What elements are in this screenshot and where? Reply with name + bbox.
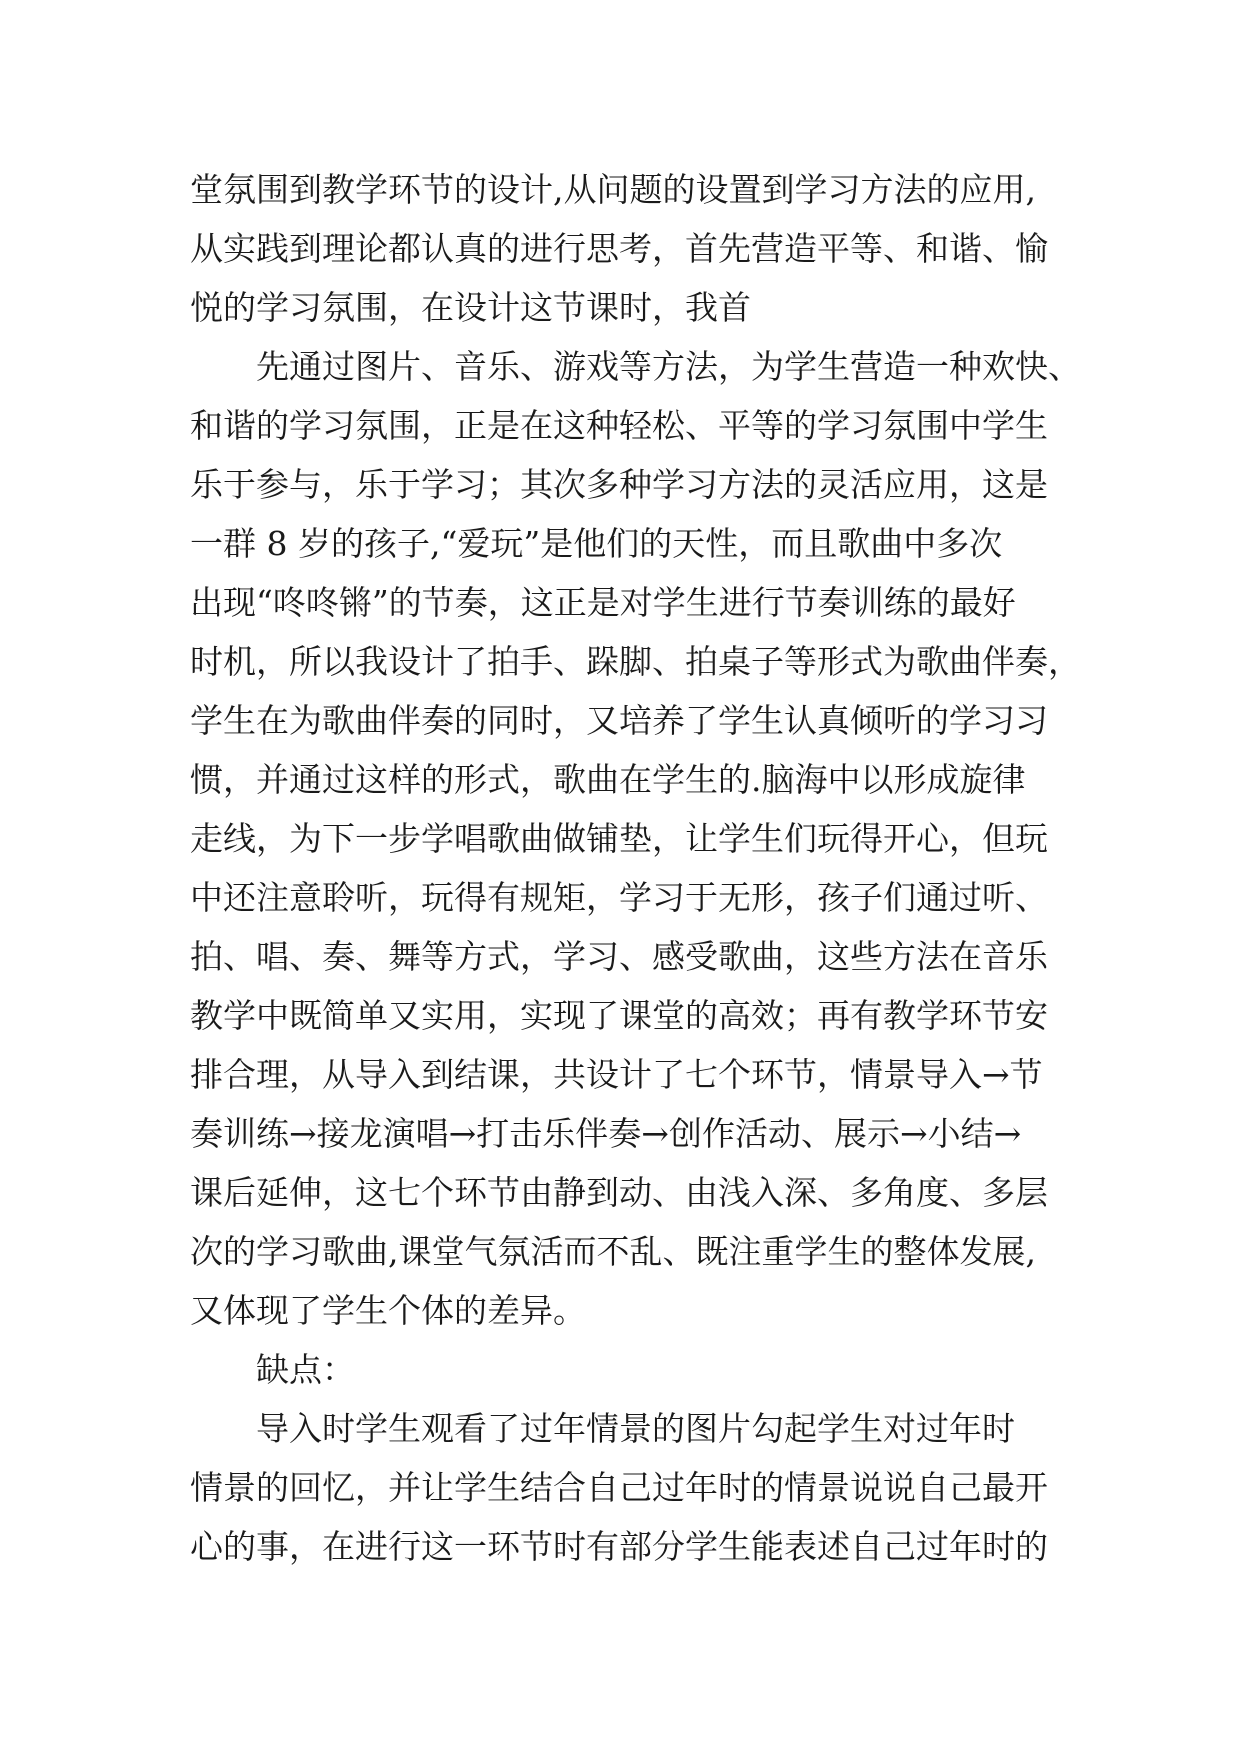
text-line: 和谐的学习氛围，正是在这种轻松、平等的学习氛围中学生 bbox=[190, 406, 1048, 445]
text-line: 又体现了学生个体的差异。 bbox=[190, 1291, 586, 1330]
text-line: 出现“咚咚锵”的节奏，这正是对学生进行节奏训练的最好 bbox=[190, 583, 1016, 622]
text-line: 时机，所以我设计了拍手、跺脚、拍桌子等形式为歌曲伴奏， bbox=[190, 642, 1081, 681]
text-line: 走线，为下一步学唱歌曲做铺垫，让学生们玩得开心，但玩 bbox=[190, 819, 1048, 858]
text-line: 从实践到理论都认真的进行思考，首先营造平等、和谐、愉 bbox=[190, 229, 1048, 268]
text-line: 乐于参与，乐于学习；其次多种学习方法的灵活应用，这是 bbox=[190, 465, 1048, 504]
body-text bbox=[190, 160, 1081, 1576]
paragraph-start-line: 先通过图片、音乐、游戏等方法，为学生营造一种欢快、 bbox=[256, 347, 1081, 386]
text-line: 一群 8 岁的孩子,“爱玩”是他们的天性，而且歌曲中多次 bbox=[190, 524, 1003, 563]
text-line: 心的事，在进行这一环节时有部分学生能表述自己过年时的 bbox=[190, 1527, 1048, 1566]
text-line: 次的学习歌曲,课堂气氛活而不乱、既注重学生的整体发展, bbox=[190, 1232, 1036, 1271]
text-line: 教学中既简单又实用，实现了课堂的高效；再有教学环节安 bbox=[190, 996, 1048, 1035]
text-line: 悦的学习氛围，在设计这节课时，我首 bbox=[190, 288, 751, 327]
text-line: 课后延伸，这七个环节由静到动、由浅入深、多角度、多层 bbox=[190, 1173, 1048, 1212]
paragraph-start-line: 导入时学生观看了过年情景的图片勾起学生对过年时 bbox=[256, 1409, 1015, 1448]
text-line: 奏训练→接龙演唱→打击乐伴奏→创作活动、展示→小结→ bbox=[190, 1114, 1022, 1153]
text-line: 情景的回忆，并让学生结合自己过年时的情景说说自己最开 bbox=[190, 1468, 1048, 1507]
text-line: 学生在为歌曲伴奏的同时，又培养了学生认真倾听的学习习 bbox=[190, 701, 1048, 740]
text-line: 惯，并通过这样的形式，歌曲在学生的.脑海中以形成旋律 bbox=[190, 760, 1026, 799]
section-heading-shortcomings: 缺点： bbox=[256, 1350, 355, 1389]
text-line: 拍、唱、奏、舞等方式，学习、感受歌曲，这些方法在音乐 bbox=[190, 937, 1048, 976]
text-line: 排合理，从导入到结课，共设计了七个环节，情景导入→节 bbox=[190, 1055, 1043, 1094]
text-line: 中还注意聆听，玩得有规矩，学习于无形，孩子们通过听、 bbox=[190, 878, 1048, 917]
text-line: 堂氛围到教学环节的设计,从问题的设置到学习方法的应用, bbox=[190, 170, 1036, 209]
